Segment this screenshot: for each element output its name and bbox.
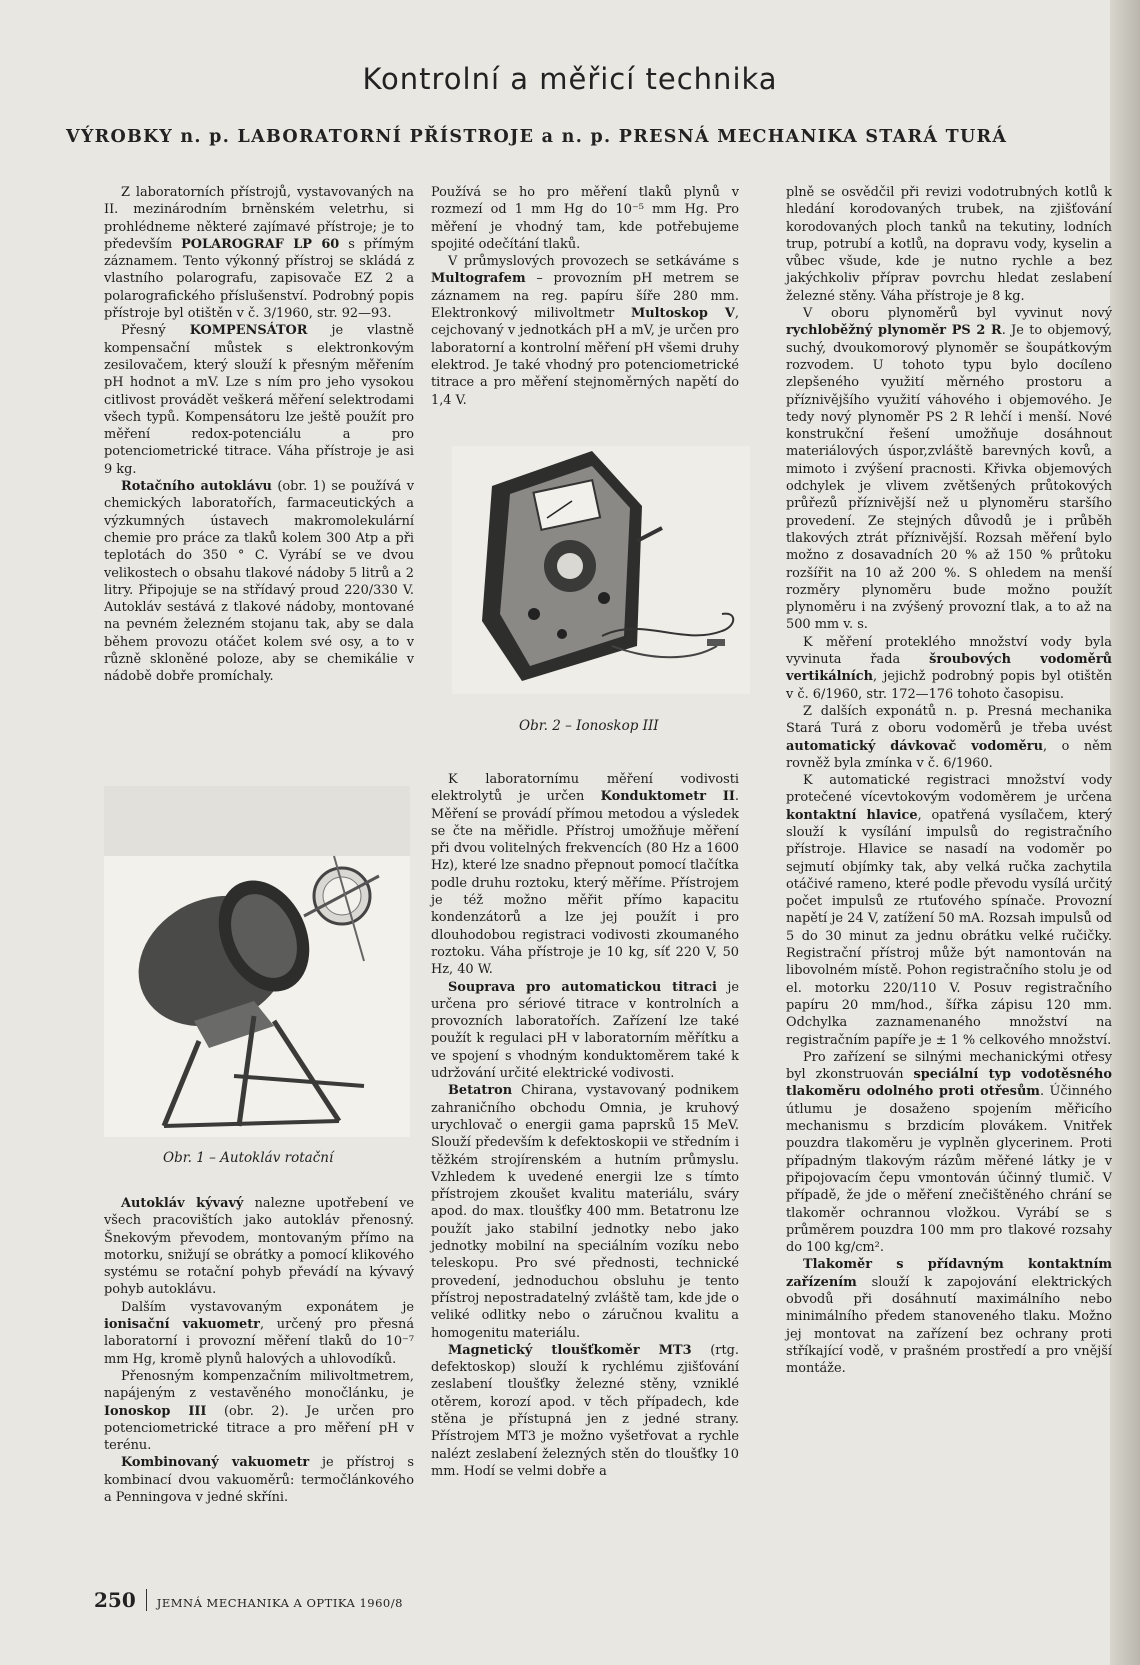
column-1-bottom xyxy=(104,1195,414,1506)
paragraph: Magnetický tloušťkoměr MT3 (rtg. defektoskop) slouží k rychlému zjišťování zeslabení tloušťky železné stěny, vzniklé otěrem, korozí apod. v těch případech, kde stěna je přístupná jen z jedné strany. Přístrojem MT3 je možno vyšetřovat a rychle nalézt zeslabení železných stěn do tloušťky 10 mm. Hodí se velmi dobře a xyxy=(431,1342,739,1479)
journal-name: JEMNÁ MECHANIKA A OPTIKA 1960/8 xyxy=(156,1596,403,1610)
figure-2-photo xyxy=(452,446,750,694)
paragraph: plně se osvědčil při revizi vodotrubných kotlů k hledání korodovaných trubek, na zjišťování korodovaných ploch tanků na tekutiny, lodních trup, potrubí a kotlů, na dopravu vody, kyselin a vůbec všude, kde je nutno rychle a bez jakýchkoliv příprav povrchu hledat zeslabení železné stěny. Váha přístroje je 8 kg. xyxy=(786,185,1112,304)
column-2-bottom xyxy=(431,771,739,1480)
paragraph: Přesný KOMPENSÁTOR je vlastně kompensační můstek s elektronkovým zesilovačem, který slouží k přesným měřením pH hodnot a mV. Lze s ním pro jeho vysokou citlivost provádět veškerá měření selektrodami všech typů. Kompensátoru lze ještě použít pro měření redox-potenciálu a pro potenciometrické titrace. Váha přístroje je asi 9 kg. xyxy=(104,323,415,477)
page-footer xyxy=(94,1588,403,1612)
column-3 xyxy=(786,184,1112,1377)
paragraph: K laboratornímu měření vodivosti elektrolytů je určen Konduktometr II. Měření se provádí přímou metodou a výsledek se čte na měřidle. Přístroj umožňuje měření při dvou volitelných frekvencích (80 Hz a 1600 Hz), které lze snadno přepnout pomocí tlačítka podle druhu roztoku, který měříme. Přístrojem je též možno měřit přímo kapacitu kondenzátorů a lze jej použít i pro dlouhodobou registraci vodivosti zkoumaného roztoku. Váha přístroje je 10 kg, síť 220 V, 50 Hz, 40 W. xyxy=(431,772,739,978)
paragraph: Souprava pro automatickou titraci je určena pro sériové titrace v kontrolních a provozních laboratořích. Zařízení lze také použít k regulaci pH v laboratorním měřítku a ve spojení s vhodným konduktoměrem také k udržování určité elektrické vodivosti. xyxy=(431,979,739,1082)
paragraph: Dalším vystavovaným exponátem je ionisační vakuometr, určený pro přesná laboratorní i provozní měření tlaků do 10⁻⁷ mm Hg, kromě plynů halových a uhlovodíků. xyxy=(104,1299,415,1367)
paragraph: V oboru plynoměrů byl vyvinut nový rychloběžný plynoměr PS 2 R. Je to objemový, suchý, dvoukomorový plynoměr se šoupátkovým rozvodem. U tohoto typu bylo docíleno zlepšeného využití měrného prostoru a příznivějšího využití váhového i objemového. Je tedy nový plynoměr PS 2 R lehčí i menší. Nové konstrukční řešení umožňuje dosáhnout materiálových úspor,zvláště barevných kovů, a mimoto i zvýšení pracnosti. Křivka objemových odchylek je vlivem zvětšených průtokových průřezů příznivější než u plynoměru staršího provedení. Ze stejných důvodů je i průběh tlakových ztrát příznivější. Rozsah měření bylo možno z dosavadních 20 % až 150 % průtoku rozšířit na 10 až 200 %. S ohledem na menší rozměry plynoměru bude možno použít plynoměru i na zvýšený provozní tlak, a to až na 500 mm v. s. xyxy=(786,306,1112,633)
paragraph: K měření proteklého množství vody byla vyvinuta řada šroubových vodoměrů vertikálních, jejichž podrobný popis byl otištěn v č. 6/1960, str. 172—176 tohoto časopisu. xyxy=(786,634,1112,702)
paragraph: K automatické registraci množství vody protečené vícevtokovým vodoměrem je určena kontaktní hlavice, opatřená vysílačem, který slouží k vysílání impulsů do registračního přístroje. Hlavice se nasadí na vodoměr po sejmutí objímky tak, aby velká ručka zachytila otáčivé rameno, které podle převodu vysílá určitý počet impulsů ze rtuťového spínače. Provozní napětí je 24 V, zatížení 50 mA. Rozsah impulsů od 5 do 30 minut za jednu obrátku velké ručičky. Registrační přístroj může být namontován na libovolném místě. Pohon registračního stolu je od el. motorku 220/110 V. Posuv registračního papíru 20 mm/hod., šířka zápisu 120 mm. Odchylka zaznamenaného množství na registračním papíře je ± 1 % celkového množství. xyxy=(786,773,1112,1048)
page-edge-shadow xyxy=(1110,0,1140,1665)
paragraph: Rotačního autoklávu (obr. 1) se používá v chemických laboratořích, farmaceutických a výzkumných ústavech makromolekulární chemie pro práce za tlaků kolem 300 Atp a při teplotách do 350 ° C. Vyrábí se ve dvou velikostech o obsahu tlakové nádoby 5 litrů a 2 litry. Připojuje se na střídavý proud 220/330 V. Autokláv sestává z tlakové nádoby, montované na pevném železném stojanu tak, aby se dala během provozu otáčet kolem své osy, a to v různě skloněné poloze, aby se chemikálie v nádobě dobře promíchaly. xyxy=(104,479,414,685)
column-2-top xyxy=(431,184,739,409)
section-subtitle: VÝROBKY n. p. LABORATORNÍ PŘÍSTROJE a n. p. PRESNÁ MECHANIKA STARÁ TURÁ xyxy=(66,127,1008,147)
paragraph: Z laboratorních přístrojů, vystavovaných na II. mezinárodním brněnském veletrhu, si prohlédneme některé zajímavé přístroje; je to především POLAROGRAF LP 60 s přímým záznamem. Tento výkonný přístroj se skládá z vlastního polarografu, zapisovače EZ 2 a polarografického příslušenství. Podrobný popis přístroje byl otištěn v č. 3/1960, str. 92—93. xyxy=(104,185,415,322)
figure-1-caption: Obr. 1 – Autokláv rotační xyxy=(163,1150,334,1166)
paragraph: Přenosným kompenzačním milivoltmetrem, napájeným z vestavěného monočlánku, je Ionoskop III (obr. 2). Je určen pro potenciometrické titrace a pro měření pH v terénu. xyxy=(104,1368,414,1454)
paragraph: Betatron Chirana, vystavovaný podnikem zahraničního obchodu Omnia, je kruhový urychlovač o energii gama paprsků 15 MeV. Slouží především k defektoskopii ve středním i těžkém strojírenském a hutním průmyslu. Vzhledem k uvedené energii lze s tímto přístrojem zkoušet kvalitu materiálu, sváry apod. do max. tloušťky 400 mm. Betatronu lze použít jako stabilní jednotky nebo jako jednotky mobilní na speciálním vozíku nebo teleskopu. Pro své přednosti, technické provedení, jednoduchou obsluhu je tento přístroj nepostradatelný zvláště tam, kde jde o veliké odlitky nebo o záručnou kvalitu a homogenitu materiálu. xyxy=(431,1083,739,1341)
figure-1-photo xyxy=(104,786,410,1137)
paragraph: Z dalších exponátů n. p. Presná mechanika Stará Turá z oboru vodoměrů je třeba uvést automatický dávkovač vodoměru, o něm rovněž byla zmínka v č. 6/1960. xyxy=(786,703,1112,771)
paragraph: Autokláv kývavý nalezne upotřebení ve všech pracovištích jako autokláv přenosný. Šnekovým převodem, montovaným přímo na motorku, snižují se obrátky a pomocí klikového systému se rotační pohyb převádí na kývavý pohyb autoklávu. xyxy=(104,1196,414,1298)
paragraph: Používá se ho pro měření tlaků plynů v rozmezí od 1 mm Hg do 10⁻⁵ mm Hg. Pro měření je vhodný tam, kde potřebujeme spojité odečítání tlaků. xyxy=(431,185,739,252)
paragraph: Pro zařízení se silnými mechanickými otřesy byl zkonstruován speciální typ vodotěsného tlakoměru odolného proti otřesům. Účinného útlumu je dosaženo spojením měřicího mechanismu s brzdicím plovákem. Vnitřek pouzdra tlakoměru je vyplněn glycerinem. Proti případným tlakovým rázům měřené látky je v připojovacím čepu vmontován účinný tlumič. V případě, že jde o měření znečištěného chrání se tlakoměr ochrannou vložkou. Vyrábí se s průměrem pouzdra 100 mm pro tlakové rozsahy do 100 kg/cm². xyxy=(786,1049,1113,1256)
footer-divider xyxy=(146,1589,147,1611)
paragraph: Tlakoměr s přídavným kontaktním zařízením slouží k zapojování elektrických obvodů při dosáhnutí maximálního nebo minimálního předem stanoveného tlaku. Možno jej montovat na zařízení bez ochrany proti stříkající vodě, v prašném prostředí a pro vnější montáže. xyxy=(786,1257,1112,1377)
column-1-top xyxy=(104,184,414,686)
paragraph: Kombinovaný vakuometr je přístroj s kombinací dvou vakuoměrů: termočlánkového a Penningova v jedné skříni. xyxy=(104,1455,415,1506)
figure-2-caption: Obr. 2 – Ionoskop III xyxy=(519,718,659,734)
paragraph: V průmyslových provozech se setkáváme s Multografem – provozním pH metrem se záznamem na reg. papíru šíře 280 mm. Elektronkový milivoltmetr Multoskop V, cejchovaný v jednotkách pH a mV, je určen pro laboratorní a kontrolní měření pH všemi druhy elektrod. Je také vhodný pro potenciometrické titrace a pro měření stejnoměrných napětí do 1,4 V. xyxy=(431,254,739,408)
page-title: Kontrolní a měřicí technika xyxy=(362,62,778,96)
page-number: 250 xyxy=(94,1588,136,1612)
